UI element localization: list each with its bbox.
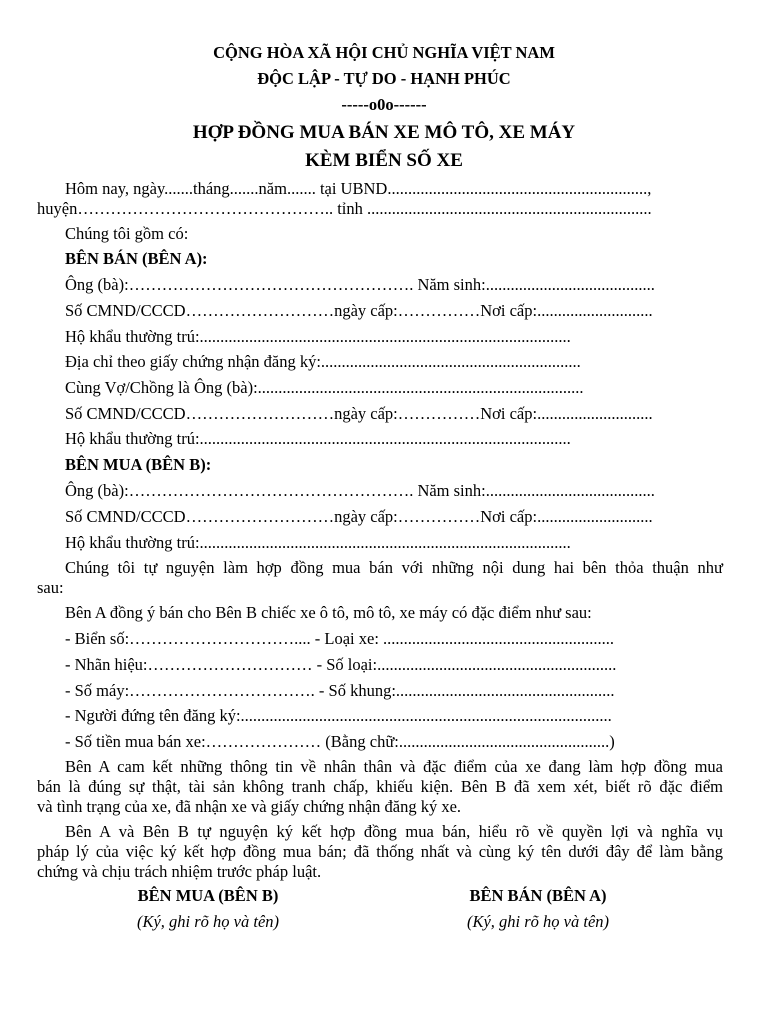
agreement-line2: sau: <box>37 578 64 597</box>
vehicle-price-line: - Số tiền mua bán xe:………………… (Bằng chữ:...................................................) <box>65 732 615 751</box>
buyer-id-line: Số CMND/CCCD………………………ngày cấp:……………Nơi cấp:............................ <box>65 507 653 526</box>
seller-spouse-residence-line: Hộ khẩu thường trú:.......................................................................................... <box>65 429 571 448</box>
intro-location-line: huyện……………………………………….. tỉnh ..................................................................... <box>37 199 652 218</box>
commitment-a-line3: và tình trạng của xe, đã nhận xe và giấy chứng nhận đăng ký xe. <box>37 797 462 816</box>
commitment-ab-line1: Bên A và Bên B tự nguyện ký kết hợp đồng mua bán, hiểu rõ về quyền lợi và nghĩa vụ <box>65 822 723 841</box>
seller-signature-title: BÊN BÁN (BÊN A) <box>469 886 607 905</box>
commitment-ab-line3: chứng và chịu trách nhiệm trước pháp luật. <box>37 862 322 881</box>
commitment-a-line1: Bên A cam kết những thông tin về nhân thân và đặc điểm của xe đang làm hợp đồng mua <box>65 757 723 776</box>
contract-title-line1: HỢP ĐỒNG MUA BÁN XE MÔ TÔ, XE MÁY <box>192 122 576 143</box>
seller-id-line: Số CMND/CCCD………………………ngày cấp:……………Nơi cấp:............................ <box>65 301 653 320</box>
seller-spouse-line: Cùng Vợ/Chồng là Ông (bà):............................................................................... <box>65 378 584 397</box>
buyer-signature-title: BÊN MUA (BÊN B) <box>137 886 279 905</box>
vehicle-engine-line: - Số máy:……………………………. - Số khung:..................................................... <box>65 681 615 700</box>
seller-signature-note: (Ký, ghi rõ họ và tên) <box>466 912 610 931</box>
agreement-line1: Chúng tôi tự nguyện làm hợp đồng mua bán với những nội dung hai bên thỏa thuận như <box>65 558 723 577</box>
vehicle-intro: Bên A đồng ý bán cho Bên B chiếc xe ô tô, mô tô, xe máy có đặc điểm như sau: <box>65 603 592 622</box>
seller-residence-line: Hộ khẩu thường trú:.......................................................................................... <box>65 327 571 346</box>
nation-heading: CỘNG HÒA XÃ HỘI CHỦ NGHĨA VIỆT NAM <box>213 43 555 62</box>
vehicle-brand-line: - Nhãn hiệu:………………………… - Số loại:.......................................................... <box>65 655 617 674</box>
motto-heading: ĐỘC LẬP - TỰ DO - HẠNH PHÚC <box>257 69 511 88</box>
buyer-heading: BÊN MUA (BÊN B): <box>65 455 212 474</box>
parties-intro: Chúng tôi gồm có: <box>65 224 189 243</box>
commitment-a-line2: bán là đúng sự thật, tài sản không tranh chấp, khiếu kiện. Bên B đã xem xét, biết rõ đặc điểm <box>37 777 723 796</box>
seller-reg-address-line: Địa chỉ theo giấy chứng nhận đăng ký:............................................................... <box>65 352 581 371</box>
commitment-ab-line2: pháp lý của việc ký kết hợp đồng mua bán; đã thống nhất và cùng ký tên dưới đây để làm bằng <box>37 842 723 861</box>
buyer-name-line: Ông (bà):……………………………………………. Năm sinh:......................................... <box>65 481 655 500</box>
contract-title-line2: KÈM BIỂN SỐ XE <box>305 150 463 171</box>
seller-name-line: Ông (bà):……………………………………………. Năm sinh:......................................... <box>65 275 655 294</box>
buyer-residence-line: Hộ khẩu thường trú:.......................................................................................... <box>65 533 571 552</box>
intro-date-line: Hôm nay, ngày.......tháng.......năm....... tại UBND..............................................................., <box>65 179 652 198</box>
header-separator: -----o0o------ <box>341 95 427 114</box>
vehicle-owner-line: - Người đứng tên đăng ký:.......................................................................................... <box>65 706 612 725</box>
seller-heading: BÊN BÁN (BÊN A): <box>65 249 208 268</box>
seller-spouse-id-line: Số CMND/CCCD………………………ngày cấp:……………Nơi cấp:............................ <box>65 404 653 423</box>
vehicle-plate-line: - Biển số:………………………….... - Loại xe: ........................................................ <box>65 629 615 648</box>
buyer-signature-note: (Ký, ghi rõ họ và tên) <box>136 912 280 931</box>
